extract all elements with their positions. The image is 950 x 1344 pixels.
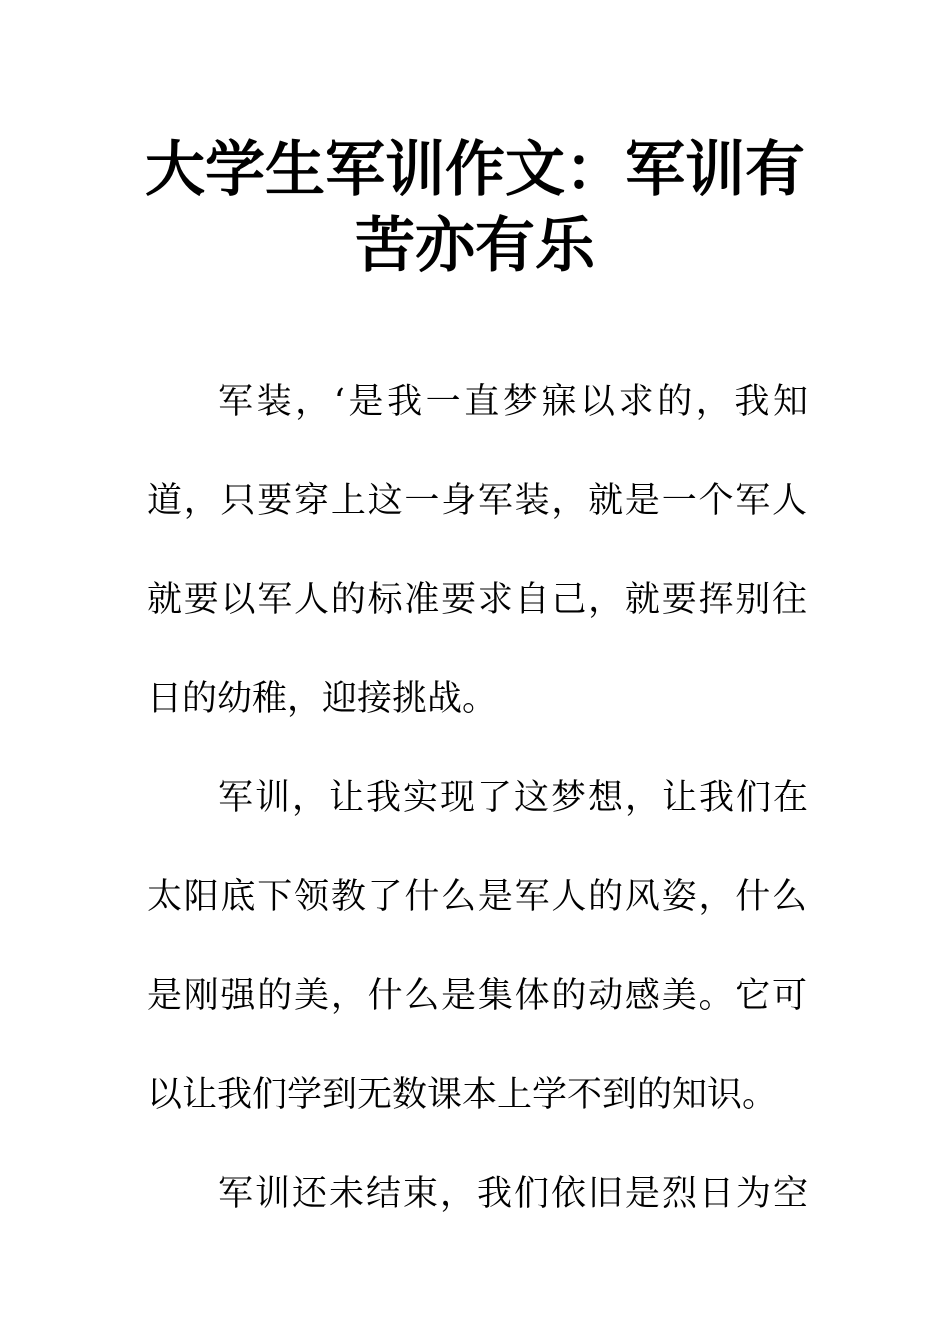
paragraph-2-line-1: 军训，让我实现了这梦想，让我们在	[218, 778, 808, 818]
document-title-line-1: 大学生军训作文：军训有	[145, 135, 805, 205]
paragraph-1-line-3: 就要以军人的标准要求自己，就要挥别往	[147, 580, 807, 620]
paragraph-2-line-3: 是刚强的美，什么是集体的动感美。它可	[147, 976, 807, 1016]
document-title-line-2: 苦亦有乐	[355, 211, 595, 281]
paragraph-2-line-2: 太阳底下领教了什么是军人的风姿，什么	[147, 877, 807, 917]
paragraph-1-line-4: 日的幼稚，迎接挑战。	[147, 679, 498, 719]
paragraph-1-line-2: 道，只要穿上这一身军装，就是一个军人	[147, 481, 807, 521]
paragraph-3-line-1: 军训还未结束，我们依旧是烈日为空	[218, 1174, 808, 1214]
paragraph-2-line-4: 以让我们学到无数课本上学不到的知识。	[147, 1075, 778, 1115]
paragraph-1-line-1: 军装，‘是我一直梦寐以求的，我知	[218, 382, 808, 422]
